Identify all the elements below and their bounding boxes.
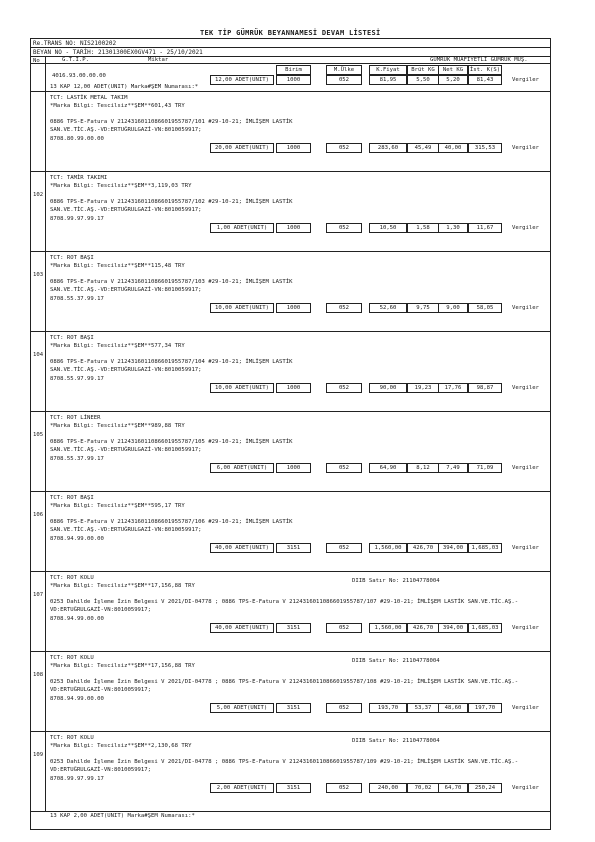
item-description: TCT: ROT BAŞI bbox=[50, 255, 94, 261]
marka-info: *Marka Bilgi: Tescilsiz**ŞEM**577,34 TRY bbox=[50, 343, 185, 349]
marka-info: *Marka Bilgi: Tescilsiz**ŞEM**989,88 TRY bbox=[50, 423, 185, 429]
fiyat-cell: 193,70 bbox=[369, 703, 407, 713]
no-column-line bbox=[45, 492, 46, 571]
vergiler-label: Vergiler bbox=[512, 705, 539, 711]
ulke-cell: 052 bbox=[326, 783, 362, 793]
brut-cell: 70,02 bbox=[407, 783, 439, 793]
ist-cell: 1,685,03 bbox=[468, 623, 502, 633]
marka-info: *Marka Bilgi: Tescilsiz**ŞEM**595,17 TRY bbox=[50, 503, 185, 509]
birim-cell: 1000 bbox=[276, 463, 311, 473]
dib-satir: DIIB Satır No: 21104778004 bbox=[352, 738, 440, 744]
no-column-line bbox=[45, 652, 46, 731]
fiyat-cell: 283,60 bbox=[369, 143, 407, 153]
vergiler-label: Vergiler bbox=[512, 77, 539, 83]
ulke-cell: 052 bbox=[326, 143, 362, 153]
fiyat-cell: 81,95 bbox=[369, 75, 407, 85]
dib-satir: DIIB Satır No: 21104778004 bbox=[352, 578, 440, 584]
ulke-cell: 052 bbox=[326, 463, 362, 473]
net-cell: 5,20 bbox=[438, 75, 468, 85]
brut-cell: 426,70 bbox=[407, 623, 439, 633]
col-m-ulke: M.Ülke bbox=[326, 65, 362, 75]
birim-cell: 3151 bbox=[276, 703, 311, 713]
row-divider bbox=[30, 91, 551, 92]
fatura-info: 0886 TPS-E-Fatura V 2124316011086601955787/104 #29-10-21; İMLİŞEM LASTİK bbox=[50, 359, 293, 365]
net-cell: 48,60 bbox=[438, 703, 468, 713]
fatura-info: 0886 TPS-E-Fatura V 2124316011086601955787/101 #29-10-21; İMLİŞEM LASTİK bbox=[50, 119, 293, 125]
gtip-code: 8708.55.97.99.17 bbox=[50, 376, 104, 382]
ist-cell: 11,67 bbox=[468, 223, 502, 233]
birim-cell: 1000 bbox=[276, 143, 311, 153]
fiyat-cell: 90,00 bbox=[369, 383, 407, 393]
fatura-info: 0886 TPS-E-Fatura V 2124316011086601955787/102 #29-10-21; İMLİŞEM LASTİK bbox=[50, 199, 293, 205]
marka-info: *Marka Bilgi: Tescilsiz**ŞEM**2,130,68 TRY bbox=[50, 743, 192, 749]
no-column-line bbox=[45, 92, 46, 171]
page-title: TEK TİP GÜMRÜK BEYANNAMESİ DEVAM LİSTESİ bbox=[200, 29, 381, 37]
item-number: 104 bbox=[33, 352, 44, 358]
miktar-label: Miktar bbox=[148, 57, 169, 63]
ist-cell: 71,09 bbox=[468, 463, 502, 473]
birim-cell: 1000 bbox=[276, 383, 311, 393]
birim-cell: 1000 bbox=[276, 303, 311, 313]
brut-cell: 45,49 bbox=[407, 143, 439, 153]
fiyat-cell: 10,50 bbox=[369, 223, 407, 233]
ist-cell: 98,87 bbox=[468, 383, 502, 393]
ist-cell: 315,53 bbox=[468, 143, 502, 153]
gtip-label: G.T.İ.P. bbox=[62, 57, 89, 63]
firma-info: SAN.VE.TİC.AŞ.-VD:ERTUĞRULGAZİ-VN:8010059917; bbox=[50, 127, 202, 133]
birim-cell: 3151 bbox=[276, 783, 311, 793]
fatura-info: 0886 TPS-E-Fatura V 2124316011086601955787/106 #29-10-21; İMLİŞEM LASTİK bbox=[50, 519, 293, 525]
fiyat-cell: 52,60 bbox=[369, 303, 407, 313]
adet-cell: 2,00 ADET(UNIT) bbox=[210, 783, 274, 793]
net-cell: 64,70 bbox=[438, 783, 468, 793]
row-divider bbox=[30, 731, 551, 732]
gtip-code: 8708.55.37.99.17 bbox=[50, 456, 104, 462]
no-column-line bbox=[45, 56, 46, 92]
vergiler-label: Vergiler bbox=[512, 785, 539, 791]
no-column-line bbox=[45, 252, 46, 331]
ist-cell: 197,70 bbox=[468, 703, 502, 713]
row-divider bbox=[30, 571, 551, 572]
item-description: TCT: TAMİR TAKIMI bbox=[50, 175, 108, 181]
net-cell: 9,00 bbox=[438, 303, 468, 313]
brut-cell: 5,50 bbox=[407, 75, 439, 85]
dib-satir: DIIB Satır No: 21104778004 bbox=[352, 658, 440, 664]
adet-cell: 10,00 ADET(UNIT) bbox=[210, 383, 274, 393]
row-divider bbox=[30, 491, 551, 492]
fatura-info: 0886 TPS-E-Fatura V 2124316011086601955787/105 #29-10-21; İMLİŞEM LASTİK bbox=[50, 439, 293, 445]
gtip-code: 8708.94.99.00.00 bbox=[50, 536, 104, 542]
gtip-code: 8708.94.99.00.00 bbox=[50, 696, 104, 702]
ulke-cell: 052 bbox=[326, 703, 362, 713]
adet-cell: 5,00 ADET(UNIT) bbox=[210, 703, 274, 713]
brut-cell: 426,70 bbox=[407, 543, 439, 553]
col-k-fiyat: K.Fiyat bbox=[369, 65, 407, 75]
marka-info: *Marka Bilgi: Tescilsiz**ŞEM**115,48 TRY bbox=[50, 263, 185, 269]
adet-cell: 40,00 ADET(UNIT) bbox=[210, 623, 274, 633]
firma-info: SAN.VE.TİC.AŞ.-VD:ERTUĞRULGAZİ-VN:8010059917; bbox=[50, 287, 202, 293]
gtip-code: 8708.99.97.99.17 bbox=[50, 216, 104, 222]
ist-cell: 58,05 bbox=[468, 303, 502, 313]
row-divider bbox=[30, 811, 551, 812]
ulke-cell: 052 bbox=[326, 303, 362, 313]
gtip-code: 8708.55.37.99.17 bbox=[50, 296, 104, 302]
item-number: 102 bbox=[33, 192, 44, 198]
net-cell: 394,00 bbox=[438, 543, 468, 553]
fatura-info: 0253 Dahilde İşleme İzin Belgesi V 2021/DI-04778 ; 0886 TPS-E-Fatura V 2124316011086601955787/107 #29-10-21; İMLİŞEM LASTİK SAN.VE.TİC.AŞ.- bbox=[50, 599, 519, 605]
birim-cell: 1000 bbox=[276, 75, 311, 85]
vergiler-label: Vergiler bbox=[512, 225, 539, 231]
firma-info: VD:ERTUĞRULGAZİ-VN:8010059917; bbox=[50, 687, 152, 693]
ulke-cell: 052 bbox=[326, 75, 362, 85]
firma-info: SAN.VE.TİC.AŞ.-VD:ERTUĞRULGAZİ-VN:8010059917; bbox=[50, 367, 202, 373]
item-description: TCT: ROT KOLU bbox=[50, 575, 94, 581]
marka-info: *Marka Bilgi: Tescilsiz**ŞEM**601,43 TRY bbox=[50, 103, 185, 109]
net-cell: 7,49 bbox=[438, 463, 468, 473]
trans-ref: Re.TRANS NO: NIS2100202 bbox=[33, 40, 117, 47]
item-number: 103 bbox=[33, 272, 44, 278]
adet-cell: 12,00 ADET(UNIT) bbox=[210, 75, 274, 85]
kap-line: 13 KAP 2,00 ADET(UNIT) Marka#ŞEM Numarası:* bbox=[50, 813, 195, 819]
row-divider bbox=[30, 411, 551, 412]
col-birim: Birim bbox=[276, 65, 311, 75]
vergiler-label: Vergiler bbox=[512, 145, 539, 151]
marka-info: *Marka Bilgi: Tescilsiz**ŞEM**17,156,88 TRY bbox=[50, 663, 195, 669]
item-number: 109 bbox=[33, 752, 44, 758]
row-divider bbox=[30, 331, 551, 332]
row-divider bbox=[30, 251, 551, 252]
brut-cell: 9,75 bbox=[407, 303, 439, 313]
vergiler-label: Vergiler bbox=[512, 545, 539, 551]
fatura-info: 0886 TPS-E-Fatura V 2124316011086601955787/103 #29-10-21; İMLİŞEM LASTİK bbox=[50, 279, 293, 285]
marka-info: *Marka Bilgi: Tescilsiz**ŞEM**3,119,03 TRY bbox=[50, 183, 192, 189]
fiyat-cell: 1,560,00 bbox=[369, 543, 407, 553]
ulke-cell: 052 bbox=[326, 223, 362, 233]
muafiyet-label: GÜMRÜK MUAFİYETLİ GÜMRÜK MÜŞ. bbox=[430, 57, 528, 63]
item-description: TCT: ROT KOLU bbox=[50, 735, 94, 741]
header-divider bbox=[30, 47, 551, 48]
marka-info: *Marka Bilgi: Tescilsiz**ŞEM**17,156,88 TRY bbox=[50, 583, 195, 589]
gtip-code: 8708.94.99.00.00 bbox=[50, 616, 104, 622]
fiyat-cell: 64,90 bbox=[369, 463, 407, 473]
item-number: 106 bbox=[33, 512, 44, 518]
fatura-info: 0253 Dahilde İşleme İzin Belgesi V 2021/DI-04778 ; 0886 TPS-E-Fatura V 2124316011086601955787/109 #29-10-21; İMLİŞEM LASTİK SAN.VE.TİC.AŞ.- bbox=[50, 759, 519, 765]
gtip-code: 8708.80.99.00.00 bbox=[50, 136, 104, 142]
col-brut: Brüt KG bbox=[407, 65, 439, 75]
ist-cell: 250,24 bbox=[468, 783, 502, 793]
no-column-line bbox=[45, 572, 46, 651]
gtip-code: 4016.93.00.00.00 bbox=[52, 73, 106, 79]
adet-cell: 20,00 ADET(UNIT) bbox=[210, 143, 274, 153]
beyan-no: BEYAN NO - TARİH: 21301300EX0GV471 - 25/10/2021 bbox=[33, 49, 203, 56]
firma-info: VD:ERTUĞRULGAZİ-VN:8010059917; bbox=[50, 607, 152, 613]
ulke-cell: 052 bbox=[326, 383, 362, 393]
birim-cell: 3151 bbox=[276, 543, 311, 553]
birim-cell: 1000 bbox=[276, 223, 311, 233]
firma-info: VD:ERTUĞRULGAZİ-VN:8010059917; bbox=[50, 767, 152, 773]
kap-line: 13 KAP 12,00 ADET(UNIT) Marka#ŞEM Numarası:* bbox=[50, 84, 199, 90]
vergiler-label: Vergiler bbox=[512, 465, 539, 471]
no-column-line bbox=[45, 412, 46, 491]
item-number: 107 bbox=[33, 592, 44, 598]
ist-cell: 81,43 bbox=[468, 75, 502, 85]
ist-cell: 1,685,03 bbox=[468, 543, 502, 553]
net-cell: 1,30 bbox=[438, 223, 468, 233]
fatura-info: 0253 Dahilde İşleme İzin Belgesi V 2021/DI-04778 ; 0886 TPS-E-Fatura V 2124316011086601955787/108 #29-10-21; İMLİŞEM LASTİK SAN.VE.TİC.AŞ.- bbox=[50, 679, 519, 685]
item-description: TCT: ROT BAŞI bbox=[50, 335, 94, 341]
fiyat-cell: 1,560,00 bbox=[369, 623, 407, 633]
item-description: TCT: LASTİK METAL TAKIM bbox=[50, 95, 128, 101]
no-column-line bbox=[45, 732, 46, 811]
col-ist: İst. K(S) bbox=[469, 67, 501, 73]
row-divider bbox=[30, 651, 551, 652]
brut-cell: 53,37 bbox=[407, 703, 439, 713]
vergiler-label: Vergiler bbox=[512, 305, 539, 311]
brut-cell: 1,58 bbox=[407, 223, 439, 233]
brut-cell: 8,12 bbox=[407, 463, 439, 473]
item-number: 105 bbox=[33, 432, 44, 438]
adet-cell: 6,00 ADET(UNIT) bbox=[210, 463, 274, 473]
brut-cell: 19,23 bbox=[407, 383, 439, 393]
gtip-code: 8708.99.97.99.17 bbox=[50, 776, 104, 782]
col-net: Net KG bbox=[438, 65, 468, 75]
adet-cell: 40,00 ADET(UNIT) bbox=[210, 543, 274, 553]
item-description: TCT: ROT KOLU bbox=[50, 655, 94, 661]
adet-cell: 10,00 ADET(UNIT) bbox=[210, 303, 274, 313]
no-column-line bbox=[45, 332, 46, 411]
net-cell: 17,76 bbox=[438, 383, 468, 393]
firma-info: SAN.VE.TİC.AŞ.-VD:ERTUĞRULGAZİ-VN:8010059917; bbox=[50, 207, 202, 213]
birim-cell: 3151 bbox=[276, 623, 311, 633]
firma-info: SAN.VE.TİC.AŞ.-VD:ERTUĞRULGAZİ-VN:8010059917; bbox=[50, 447, 202, 453]
adet-cell: 1,00 ADET(UNIT) bbox=[210, 223, 274, 233]
row-divider bbox=[30, 171, 551, 172]
net-cell: 40,00 bbox=[438, 143, 468, 153]
no-column-line bbox=[45, 172, 46, 251]
vergiler-label: Vergiler bbox=[512, 625, 539, 631]
vergiler-label: Vergiler bbox=[512, 385, 539, 391]
net-cell: 394,00 bbox=[438, 623, 468, 633]
item-number: 108 bbox=[33, 672, 44, 678]
item-description: TCT: ROT LİNEER bbox=[50, 415, 101, 421]
ulke-cell: 052 bbox=[326, 623, 362, 633]
item-description: TCT: ROT BAŞI bbox=[50, 495, 94, 501]
firma-info: SAN.VE.TİC.AŞ.-VD:ERTUĞRULGAZİ-VN:8010059917; bbox=[50, 527, 202, 533]
ulke-cell: 052 bbox=[326, 543, 362, 553]
no-label: No bbox=[33, 58, 40, 64]
fiyat-cell: 240,00 bbox=[369, 783, 407, 793]
